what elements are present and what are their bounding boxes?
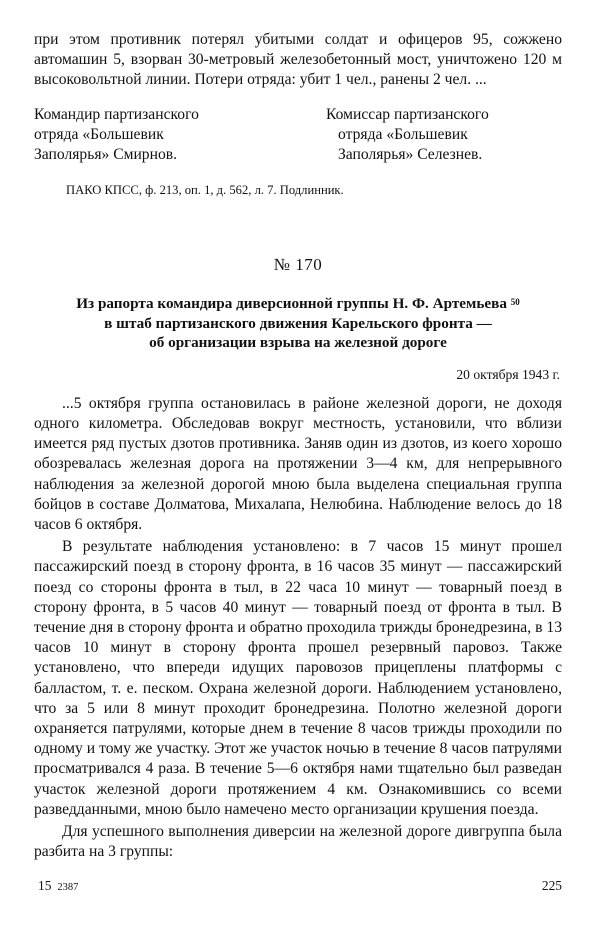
commissar-line-1: Комиссар партизанского [326,105,489,123]
body-paragraph-1: ...5 октября группа остановилась в районе железной дороги, не доходя одного километра. Обследовав вокруг местность, установили, что вблизи имеется ряд пустых дзотов противника. Заняв один из дзотов, из коего хорошо обозревалась железная дорога на протяжении 3—4 км, для непрерывного наблюдения за железной дорогой мною была выделена специальная группа бойцов в составе Долматова, Михалапа, Нелюбина. Наблюдение велось до 18 часов 6 октября. [34,394,562,533]
commander-line-3: Заполярья» Смирнов. [34,146,178,164]
document-date: 20 октября 1943 г. [456,366,560,382]
footnote-marker: 50 [510,297,520,308]
document-page [34,30,562,864]
signature-block [34,105,562,166]
document-body [34,394,562,863]
commander-line-1: Командир партизанского [34,105,199,123]
heading-line-1 [34,294,562,314]
document-heading [34,294,562,353]
heading-line-2: в штаб партизанского движения Карельского фронта — [104,314,492,332]
footer-left [38,878,78,894]
heading-line-3: об организации взрыва на железной дороге [149,334,447,352]
page-number: 225 [541,878,562,893]
commander-line-2: отряда «Большевик [34,125,164,143]
commissar-signature [326,105,562,166]
commissar-line-2: отряда «Большевик [338,125,468,143]
document-number: № 170 [273,255,323,275]
signature-mark: 15 [38,878,52,893]
print-code: 2387 [57,882,79,893]
commander-signature [34,105,284,166]
archive-source: ПАКО КПСС, ф. 213, оп. 1, д. 562, л. 7. Подлинник. [66,183,344,198]
top-paragraph: при этом противник потерял убитыми солдат и офицеров 95, сожжено автомашин 5, взорван 30-метровый железобетонный мост, уничтожено 120 м высоковольтной линии. Потери отряда: убит 1 чел., ранены 2 чел. ... [34,31,562,89]
page-footer [38,878,562,894]
heading-line-1-text: Из рапорта командира диверсионной группы Н. Ф. Артемьева [76,295,507,313]
commissar-line-3: Заполярья» Селезнев. [338,146,483,164]
body-paragraph-3: Для успешного выполнения диверсии на железной дороге дивгруппа была разбита на 3 группы: [34,822,562,861]
body-paragraph-2: В результате наблюдения установлено: в 7 часов 15 минут прошел пассажирский поезд в сторону фронта, в 16 часов 35 минут — пассажирский поезд со стороны фронта в тыл, в 22 часа 10 минут — товарный поезд в сторону фронта, в 5 часов 40 минут — товарный поезд от фронта в тыл. В течение дня в сторону фронта и обратно проходила трижды бронедрезина, в 13 часов 10 минут в сторону фронта прошел резервный паровоз. Также установлено, что впереди идущих паровозов прицеплены платформы с балластом, т. е. песком. Охрана железной дороги. Наблюдением установлено, что за 5 или 8 минут проходит бронедрезина. Полотно железной дороги охраняется патрулями, которые днем в течение 8 часов трижды проходили по одному и тому же участку. Этот же участок ночью в течение 8 часов патрулями просматривался 4 раза. В течение 5—6 октября нами тщательно был разведан участок железной дороги протяжением 4 км. Ознакомившись со всеми разведданными, мною было намечено место организации крушения поезда. [34,538,562,818]
